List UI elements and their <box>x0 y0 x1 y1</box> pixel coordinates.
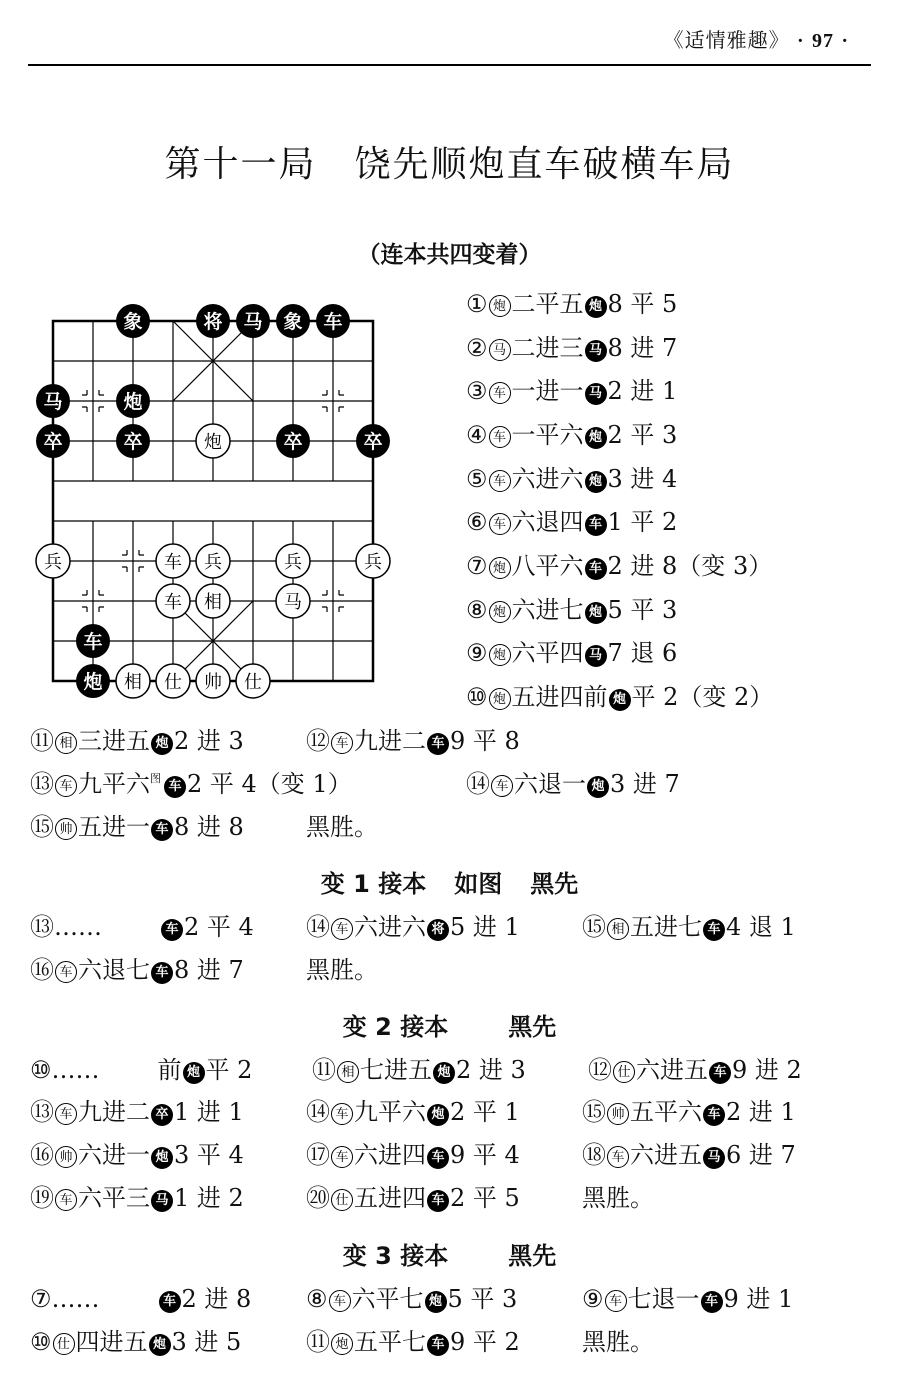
piece-black-general <box>196 304 230 338</box>
black-piece-icon: 炮 <box>433 1062 455 1084</box>
piece-red-minister <box>116 664 150 698</box>
move-line: ⑫ 仕 六进五 车 9 进 2 <box>588 1056 802 1084</box>
piece-red-chariot <box>156 544 190 578</box>
move-line: ⑬ 车 九进二 卒 1 进 1 <box>30 1098 244 1126</box>
red-piece-icon: 炮 <box>331 1333 353 1355</box>
move-line: ⑦…… 车 2 进 8 <box>30 1285 252 1313</box>
black-piece-icon: 炮 <box>585 602 607 624</box>
red-piece-icon: 车 <box>607 1146 629 1168</box>
move-line: ② 马 二进三 马 8 进 7 <box>466 334 678 362</box>
red-piece-icon: 炮 <box>489 688 511 710</box>
move-line: ⑭ 车 六退一 炮 3 进 7 <box>466 770 680 798</box>
result: 黑胜。 <box>306 956 378 984</box>
red-piece-icon: 车 <box>605 1290 627 1312</box>
piece-red-king <box>196 664 230 698</box>
black-piece-icon: 炮 <box>585 471 607 493</box>
svg-text:车: 车 <box>83 631 103 653</box>
move-line: ⑬ 车 九平六$^图$车 2 平 4（变 1） <box>30 770 352 798</box>
red-piece-icon: 帅 <box>607 1103 629 1125</box>
move-line: ⑩…… 前 炮 平 2 <box>30 1056 253 1084</box>
result: 黑胜。 <box>582 1328 654 1356</box>
svg-text:象: 象 <box>283 311 303 333</box>
black-piece-icon: 炮 <box>425 1291 447 1313</box>
red-piece-icon: 车 <box>489 470 511 492</box>
red-piece-icon: 车 <box>331 732 353 754</box>
black-piece-icon: 车 <box>703 919 725 941</box>
black-piece-icon: 马 <box>585 340 607 362</box>
move-line: ⑪ 相 三进五 炮 2 进 3 <box>30 727 244 755</box>
book-title: 《适情雅趣》 <box>663 28 790 52</box>
piece-black-soldier <box>116 424 150 458</box>
piece-black-horse <box>36 384 70 418</box>
black-piece-icon: 车 <box>427 1190 449 1212</box>
result: 黑胜。 <box>306 813 378 841</box>
black-piece-icon: 炮 <box>587 776 609 798</box>
piece-black-horse <box>236 304 270 338</box>
move-line: ⑫ 车 九进二 车 9 平 8 <box>306 727 520 755</box>
move-line: ⑧ 炮 六进七 炮 5 平 3 <box>466 596 678 624</box>
svg-text:仕: 仕 <box>164 672 182 693</box>
red-piece-icon: 相 <box>337 1061 359 1083</box>
svg-text:将: 将 <box>203 311 223 333</box>
red-piece-icon: 车 <box>329 1290 351 1312</box>
svg-text:卒: 卒 <box>123 431 143 453</box>
variation-heading: 变 1 接本 如图 黑先 <box>320 870 579 898</box>
red-piece-icon: 车 <box>55 1189 77 1211</box>
red-piece-icon: 车 <box>489 426 511 448</box>
svg-text:帅: 帅 <box>204 672 222 693</box>
black-piece-icon: 马 <box>585 383 607 405</box>
red-piece-icon: 炮 <box>489 295 511 317</box>
piece-red-soldier <box>196 544 230 578</box>
black-piece-icon: 车 <box>427 1147 449 1169</box>
move-line: ⑮ 相 五进七 车 4 退 1 <box>582 913 796 941</box>
move-line: ⑧ 车 六平七 炮 5 平 3 <box>306 1285 518 1313</box>
piece-black-cannon <box>116 384 150 418</box>
black-piece-icon: 车 <box>161 919 183 941</box>
svg-text:兵: 兵 <box>284 552 302 573</box>
move-line: ⑱ 车 六进五 马 6 进 7 <box>582 1141 796 1169</box>
black-piece-icon: 炮 <box>585 427 607 449</box>
red-piece-icon: 车 <box>331 918 353 940</box>
black-piece-icon: 马 <box>151 1190 173 1212</box>
svg-text:炮: 炮 <box>204 432 222 453</box>
svg-text:炮: 炮 <box>123 391 143 413</box>
piece-red-minister <box>196 584 230 618</box>
piece-black-elephant <box>276 304 310 338</box>
svg-text:马: 马 <box>284 592 302 613</box>
svg-text:炮: 炮 <box>83 671 103 693</box>
red-piece-icon: 车 <box>55 961 77 983</box>
move-line: ⑥ 车 六退四 车 1 平 2 <box>466 508 678 536</box>
move-line: ④ 车 一平六 炮 2 平 3 <box>466 421 678 449</box>
page-number: 97 <box>811 30 834 52</box>
move-line: ⑩ 仕 四进五 炮 3 进 5 <box>30 1328 242 1356</box>
move-line: ⑬…… 车 2 平 4 <box>30 913 254 941</box>
move-line: ⑨ 车 七退一 车 9 进 1 <box>582 1285 794 1313</box>
result: 黑胜。 <box>582 1184 654 1212</box>
move-line: ⑨ 炮 六平四 马 7 退 6 <box>466 639 678 667</box>
variation-heading: 变 2 接本 黑先 <box>342 1013 557 1041</box>
svg-text:仕: 仕 <box>244 672 262 693</box>
black-piece-icon: 卒 <box>151 1104 173 1126</box>
move-line: ⑤ 车 六进六 炮 3 进 4 <box>466 465 678 493</box>
move-line: ⑯ 帅 六进一 炮 3 平 4 <box>30 1141 244 1169</box>
move-line: ⑮ 帅 五进一 车 8 进 8 <box>30 813 244 841</box>
piece-black-soldier <box>276 424 310 458</box>
red-piece-icon: 车 <box>55 1103 77 1125</box>
piece-black-chariot <box>316 304 350 338</box>
move-line: ① 炮 二平五 炮 8 平 5 <box>466 290 678 318</box>
black-piece-icon: 车 <box>701 1291 723 1313</box>
svg-text:兵: 兵 <box>204 552 222 573</box>
black-piece-icon: 车 <box>164 776 186 798</box>
piece-black-soldier <box>356 424 390 458</box>
move-line: ⑭ 车 六进六 将 5 进 1 <box>306 913 520 941</box>
red-piece-icon: 仕 <box>331 1189 353 1211</box>
svg-text:车: 车 <box>323 311 343 333</box>
black-piece-icon: 车 <box>427 733 449 755</box>
game-subtitle: （连本共四变着） <box>357 242 542 268</box>
svg-text:相: 相 <box>124 672 142 693</box>
red-piece-icon: 帅 <box>55 818 77 840</box>
piece-black-chariot <box>76 624 110 658</box>
svg-text:车: 车 <box>164 592 182 613</box>
move-line: ⑯ 车 六退七 车 8 进 7 <box>30 956 244 984</box>
move-line: ⑪ 相 七进五 炮 2 进 3 <box>312 1056 526 1084</box>
move-line: ⑪ 炮 五平七 车 9 平 2 <box>306 1328 520 1356</box>
black-piece-icon: 将 <box>427 919 449 941</box>
black-piece-icon: 车 <box>703 1104 725 1126</box>
svg-text:兵: 兵 <box>44 552 62 573</box>
black-piece-icon: 炮 <box>585 296 607 318</box>
piece-red-advisor <box>236 664 270 698</box>
red-piece-icon: 车 <box>331 1146 353 1168</box>
black-piece-icon: 马 <box>703 1147 725 1169</box>
piece-red-horse <box>276 584 310 618</box>
black-piece-icon: 炮 <box>183 1062 205 1084</box>
red-piece-icon: 相 <box>55 732 77 754</box>
red-piece-icon: 车 <box>331 1103 353 1125</box>
move-line: ⑦ 炮 八平六 车 2 进 8（变 3） <box>466 552 773 580</box>
piece-black-soldier <box>36 424 70 458</box>
piece-red-soldier <box>356 544 390 578</box>
move-line: ⑩ 炮 五进四前 炮 平 2（变 2） <box>466 683 774 711</box>
svg-text:卒: 卒 <box>283 431 303 453</box>
running-header: 《适情雅趣》 · 97 · <box>663 28 849 52</box>
black-piece-icon: 车 <box>427 1334 449 1356</box>
svg-text:车: 车 <box>164 552 182 573</box>
black-piece-icon: 炮 <box>427 1104 449 1126</box>
piece-red-soldier <box>36 544 70 578</box>
piece-black-cannon <box>76 664 110 698</box>
red-piece-icon: 车 <box>489 382 511 404</box>
move-line: ⑳ 仕 五进四 车 2 平 5 <box>306 1184 520 1212</box>
svg-text:相: 相 <box>204 592 222 613</box>
piece-red-cannon <box>196 424 230 458</box>
piece-red-chariot <box>156 584 190 618</box>
chess-board <box>30 296 400 706</box>
black-piece-icon: 炮 <box>149 1334 171 1356</box>
move-line: ⑲ 车 六平三 马 1 进 2 <box>30 1184 244 1212</box>
red-piece-icon: 炮 <box>489 644 511 666</box>
black-piece-icon: 车 <box>585 514 607 536</box>
svg-text:马: 马 <box>243 311 263 333</box>
variation-heading: 变 3 接本 黑先 <box>342 1242 557 1270</box>
black-piece-icon: 车 <box>585 558 607 580</box>
move-line: ③ 车 一进一 马 2 进 1 <box>466 377 678 405</box>
move-line: ⑰ 车 六进四 车 9 平 4 <box>306 1141 520 1169</box>
red-piece-icon: 马 <box>489 339 511 361</box>
red-piece-icon: 车 <box>55 775 77 797</box>
black-piece-icon: 炮 <box>609 689 631 711</box>
black-piece-icon: 车 <box>151 962 173 984</box>
black-piece-icon: 车 <box>159 1291 181 1313</box>
black-piece-icon: 炮 <box>151 1147 173 1169</box>
svg-text:马: 马 <box>43 391 63 413</box>
header-rule <box>28 64 871 66</box>
red-piece-icon: 炮 <box>489 557 511 579</box>
red-piece-icon: 相 <box>607 918 629 940</box>
red-piece-icon: 帅 <box>55 1146 77 1168</box>
piece-red-advisor <box>156 664 190 698</box>
svg-text:卒: 卒 <box>363 431 383 453</box>
game-title: 第十一局 饶先顺炮直车破横车局 <box>164 144 735 185</box>
svg-text:兵: 兵 <box>364 552 382 573</box>
piece-red-soldier <box>276 544 310 578</box>
red-piece-icon: 仕 <box>613 1061 635 1083</box>
svg-text:卒: 卒 <box>43 431 63 453</box>
black-piece-icon: 马 <box>585 645 607 667</box>
black-piece-icon: 车 <box>709 1062 731 1084</box>
move-line: ⑮ 帅 五平六 车 2 进 1 <box>582 1098 796 1126</box>
piece-black-elephant <box>116 304 150 338</box>
red-piece-icon: 炮 <box>489 601 511 623</box>
red-piece-icon: 车 <box>491 775 513 797</box>
svg-text:象: 象 <box>123 311 143 333</box>
black-piece-icon: 炮 <box>151 733 173 755</box>
move-line: ⑭ 车 九平六 炮 2 平 1 <box>306 1098 520 1126</box>
black-piece-icon: 车 <box>151 819 173 841</box>
red-piece-icon: 仕 <box>53 1333 75 1355</box>
red-piece-icon: 车 <box>489 513 511 535</box>
